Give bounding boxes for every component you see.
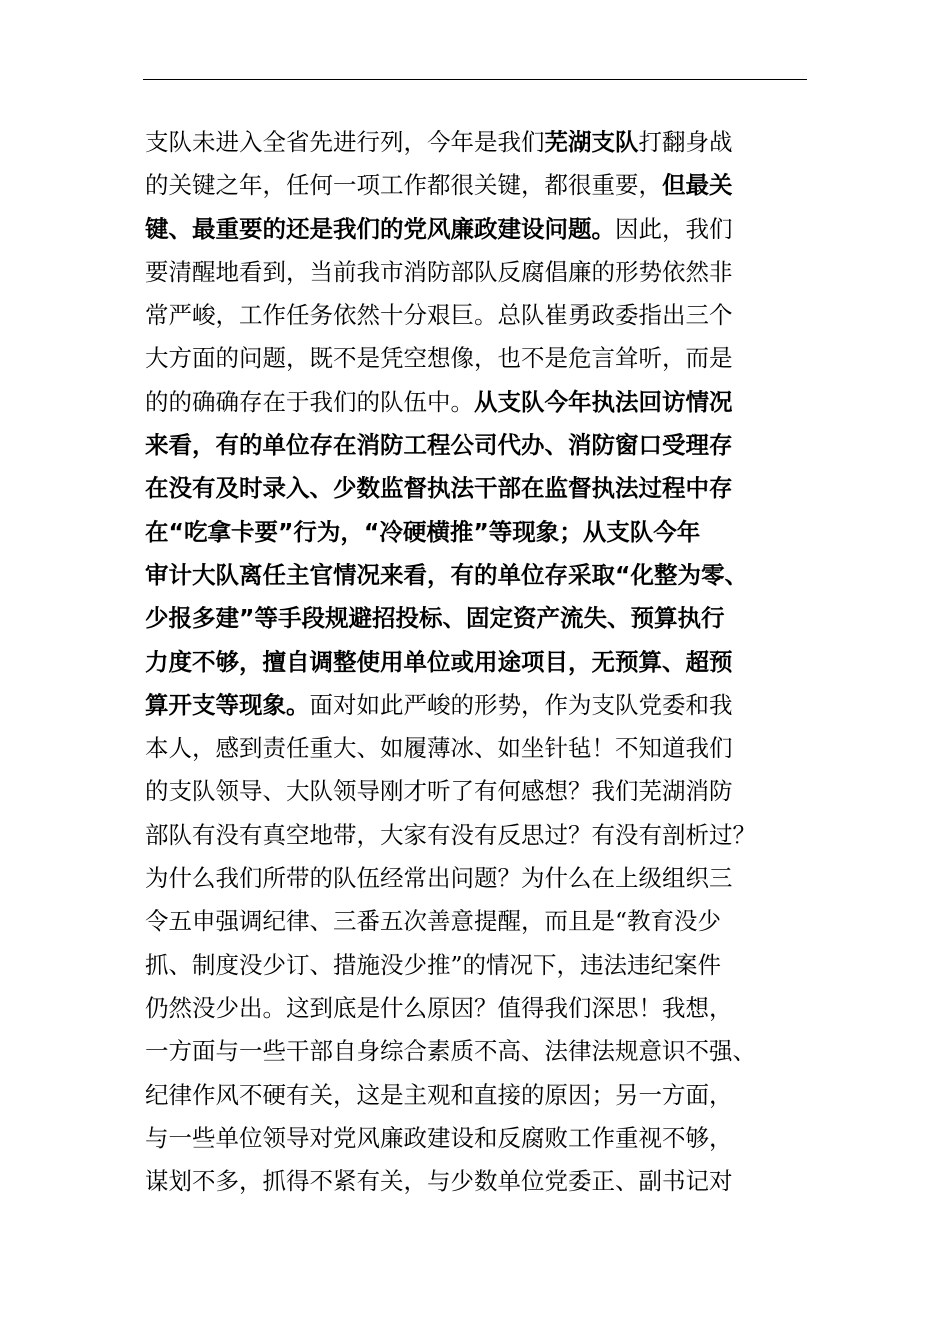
bold-text-segment: 键、最重要的还是我们的党风廉政建设问题。: [145, 214, 615, 243]
text-line: [145, 857, 813, 900]
text-line: [145, 814, 813, 857]
text-line: [145, 337, 813, 380]
text-line: [145, 164, 813, 207]
text-line: [145, 987, 813, 1030]
text-segment: 令五申强调纪律、三番五次善意提醒，而且是“教育没少: [145, 907, 722, 936]
body-paragraph: [145, 121, 813, 1203]
text-line: [145, 727, 813, 770]
text-line: [145, 1117, 813, 1160]
bold-text-segment: 但最关: [662, 171, 733, 200]
text-segment: 大方面的问题，既不是凭空想像，也不是危言耸听，而是: [145, 344, 733, 373]
bold-text-segment: 芜湖支队: [544, 128, 639, 156]
text-line: [145, 121, 813, 164]
text-segment: 部队有没有真空地带，大家有没有反思过？有没有剖析过？: [145, 820, 756, 849]
text-line: [145, 770, 813, 813]
text-segment: 为什么我们所带的队伍经常出问题？为什么在上级组织三: [145, 864, 733, 893]
text-line: [145, 294, 813, 337]
text-line: [145, 208, 813, 251]
text-segment: 打翻身战: [638, 128, 733, 156]
text-line: [145, 1074, 813, 1117]
text-segment: 仍然没少出。这到底是什么原因？值得我们深思！我想，: [145, 993, 733, 1022]
text-segment: 一方面与一些干部自身综合素质不高、法律法规意识不强、: [145, 1037, 756, 1066]
text-segment: 抓、制度没少订、措施没少推”的情况下，违法违纪案件: [145, 950, 722, 979]
text-line: [145, 944, 813, 987]
text-segment: 纪律作风不硬有关，这是主观和直接的原因；另一方面，: [145, 1080, 733, 1109]
header-rule: [143, 79, 807, 80]
text-segment: 的的确确存在于我们的队伍中。: [145, 387, 474, 416]
text-segment: 要清醒地看到，当前我市消防部队反腐倡廉的形势依然非: [145, 257, 733, 286]
text-line: [145, 511, 813, 554]
text-segment: 与一些单位领导对党风廉政建设和反腐败工作重视不够，: [145, 1123, 733, 1152]
text-line: [145, 467, 813, 510]
text-segment: 支队未进入全省先进行列，今年是我们: [145, 128, 545, 156]
bold-text-segment: 在没有及时录入、少数监督执法干部在监督执法过程中存: [145, 474, 733, 503]
text-segment: 谋划不多，抓得不紧有关，与少数单位党委正、副书记对: [145, 1167, 733, 1196]
text-line: [145, 554, 813, 597]
text-segment: 因此，我们: [615, 214, 733, 243]
text-segment: 常严峻，工作任务依然十分艰巨。总队崔勇政委指出三个: [145, 301, 733, 330]
bold-text-segment: 从支队今年执法回访情况: [474, 387, 733, 416]
text-line: [145, 1160, 813, 1203]
text-line: [145, 900, 813, 943]
bold-text-segment: 来看，有的单位存在消防工程公司代办、消防窗口受理存: [145, 431, 733, 460]
bold-text-segment: 少报多建”等手段规避招投标、固定资产流失、预算执行: [145, 604, 725, 633]
text-line: [145, 424, 813, 467]
text-line: [145, 251, 813, 294]
text-line: [145, 641, 813, 684]
text-line: [145, 1030, 813, 1073]
bold-text-segment: 力度不够，擅自调整使用单位或用途项目，无预算、超预: [145, 647, 733, 676]
text-line: [145, 597, 813, 640]
text-segment: 的支队领导、大队领导刚才听了有何感想？我们芜湖消防: [145, 777, 733, 806]
text-line: [145, 684, 813, 727]
bold-text-segment: 审计大队离任主官情况来看，有的单位存采取“化整为零、: [145, 560, 748, 589]
text-line: [145, 381, 813, 424]
bold-text-segment: 在“吃拿卡要”行为，“冷硬横推”等现象；从支队今年: [145, 517, 701, 546]
text-segment: 面对如此严峻的形势，作为支队党委和我: [309, 690, 733, 719]
text-segment: 的关键之年，任何一项工作都很关键，都很重要，: [145, 171, 662, 200]
text-segment: 本人，感到责任重大、如履薄冰、如坐针毡！不知道我们: [145, 734, 733, 763]
bold-text-segment: 算开支等现象。: [145, 690, 310, 719]
